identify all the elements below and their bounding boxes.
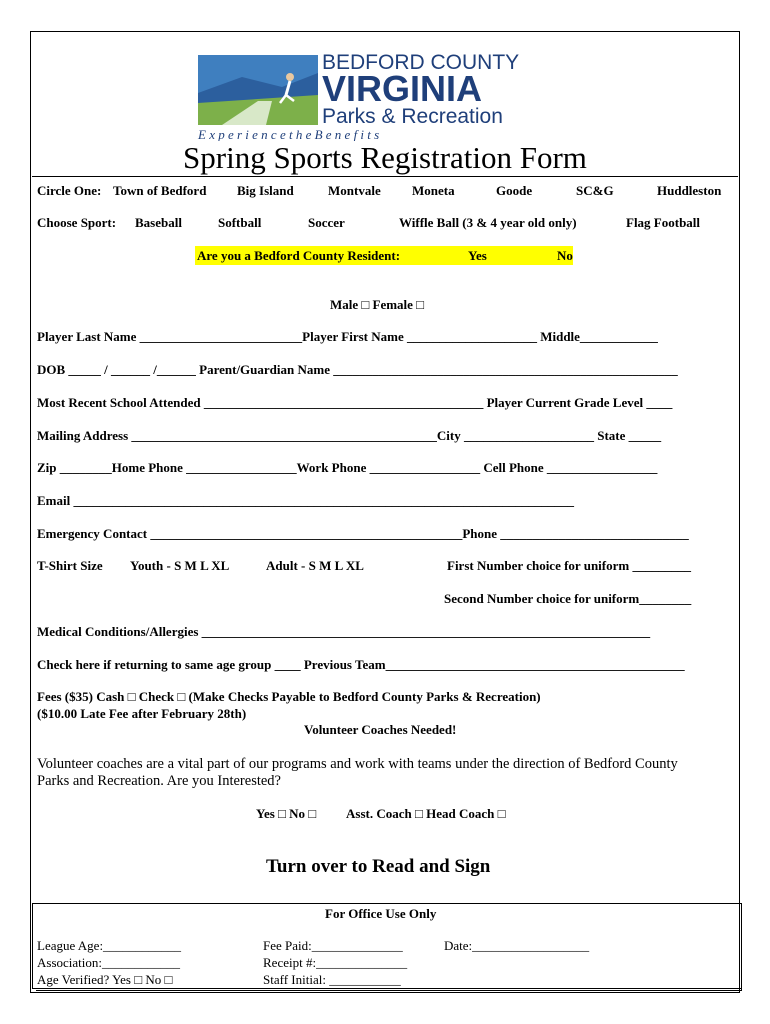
medical-field[interactable]: Medical Conditions/Allergies _____________________________________________________________________ xyxy=(37,624,651,639)
option-town-of-bedford[interactable]: Town of Bedford xyxy=(113,183,207,198)
late-fee-note: ($10.00 Late Fee after February 28th) xyxy=(37,706,247,721)
staff-initial-field[interactable]: Staff Initial: ___________ xyxy=(263,972,401,987)
logo-line3: Parks & Recreation xyxy=(322,105,503,128)
option-moneta[interactable]: Moneta xyxy=(412,183,455,198)
address-field[interactable]: Mailing Address _______________________________________________City ____________________ State _____ xyxy=(37,428,662,443)
second-number-field[interactable]: Second Number choice for uniform________ xyxy=(444,591,692,606)
emergency-contact-field[interactable]: Emergency Contact ________________________________________________Phone _____________________________ xyxy=(37,526,689,541)
resident-no[interactable]: No xyxy=(557,248,573,263)
sport-soccer[interactable]: Soccer xyxy=(308,215,345,230)
player-name-field[interactable]: Player Last Name _________________________Player First Name ____________________ Middle____________ xyxy=(37,329,658,344)
title-divider xyxy=(32,176,738,177)
returning-team-field[interactable]: Check here if returning to same age group ____ Previous Team______________________________________________ xyxy=(37,657,685,672)
resident-yes[interactable]: Yes xyxy=(468,248,487,263)
sport-flag-football[interactable]: Flag Football xyxy=(626,215,701,230)
option-huddleston[interactable]: Huddleston xyxy=(657,183,722,198)
sport-wiffle-ball[interactable]: Wiffle Ball (3 & 4 year old only) xyxy=(399,215,577,230)
email-field[interactable]: Email _____________________________________________________________________________ xyxy=(37,493,574,508)
tshirt-adult-sizes[interactable]: Adult - S M L XL xyxy=(266,558,364,573)
association-field[interactable]: Association:____________ xyxy=(37,955,180,970)
coach-role-options[interactable]: Asst. Coach □ Head Coach □ xyxy=(346,806,506,821)
gender-checkboxes[interactable]: Male □ Female □ xyxy=(330,297,425,312)
dob-guardian-field[interactable]: DOB _____ / ______ /______ Parent/Guardian Name _____________________________________________________ xyxy=(37,362,678,377)
option-goode[interactable]: Goode xyxy=(496,183,533,198)
tshirt-label: T-Shirt Size xyxy=(37,558,103,573)
logo-tagline: E x p e r i e n c e t h e B e n e f i t s xyxy=(198,127,380,141)
logo-line2: VIRGINIA xyxy=(322,68,483,109)
volunteer-text-line2: Parks and Recreation. Are you Interested? xyxy=(37,773,281,789)
tshirt-youth-sizes[interactable]: Youth - S M L XL xyxy=(130,558,230,573)
school-grade-field[interactable]: Most Recent School Attended ___________________________________________ Player Current Grade Level ____ xyxy=(37,395,673,410)
resident-question: Are you a Bedford County Resident: xyxy=(197,248,401,263)
first-number-field[interactable]: First Number choice for uniform _________ xyxy=(447,558,691,573)
league-age-field[interactable]: League Age:____________ xyxy=(37,938,182,953)
choose-sport-label: Choose Sport: xyxy=(37,215,117,230)
office-heading: For Office Use Only xyxy=(325,906,437,921)
volunteer-heading: Volunteer Coaches Needed! xyxy=(304,722,457,737)
volunteer-yes-no[interactable]: Yes □ No □ xyxy=(256,806,317,821)
sport-softball[interactable]: Softball xyxy=(218,215,262,230)
phones-field[interactable]: Zip ________Home Phone _________________Work Phone _________________ Cell Phone _________________ xyxy=(37,460,658,475)
date-field[interactable]: Date:__________________ xyxy=(444,938,590,953)
parks-recreation-logo xyxy=(162,43,608,141)
age-verified-field[interactable]: Age Verified? Yes □ No □ xyxy=(37,972,173,987)
sport-baseball[interactable]: Baseball xyxy=(135,215,182,230)
volunteer-text-line1: Volunteer coaches are a vital part of our programs and work with teams under the direction of Bedford County xyxy=(37,756,678,772)
fees-line[interactable]: Fees ($35) Cash □ Check □ (Make Checks Payable to Bedford County Parks & Recreation) xyxy=(37,689,541,704)
option-scg[interactable]: SC&G xyxy=(576,183,614,198)
logo-line1: BEDFORD COUNTY xyxy=(322,51,520,74)
option-montvale[interactable]: Montvale xyxy=(328,183,381,198)
option-big-island[interactable]: Big Island xyxy=(237,183,294,198)
page-title: Spring Sports Registration Form xyxy=(183,140,587,175)
fee-paid-field[interactable]: Fee Paid:______________ xyxy=(263,938,403,953)
receipt-field[interactable]: Receipt #:______________ xyxy=(263,955,408,970)
turn-over-notice: Turn over to Read and Sign xyxy=(266,856,491,877)
circle-one-label: Circle One: xyxy=(37,183,102,198)
